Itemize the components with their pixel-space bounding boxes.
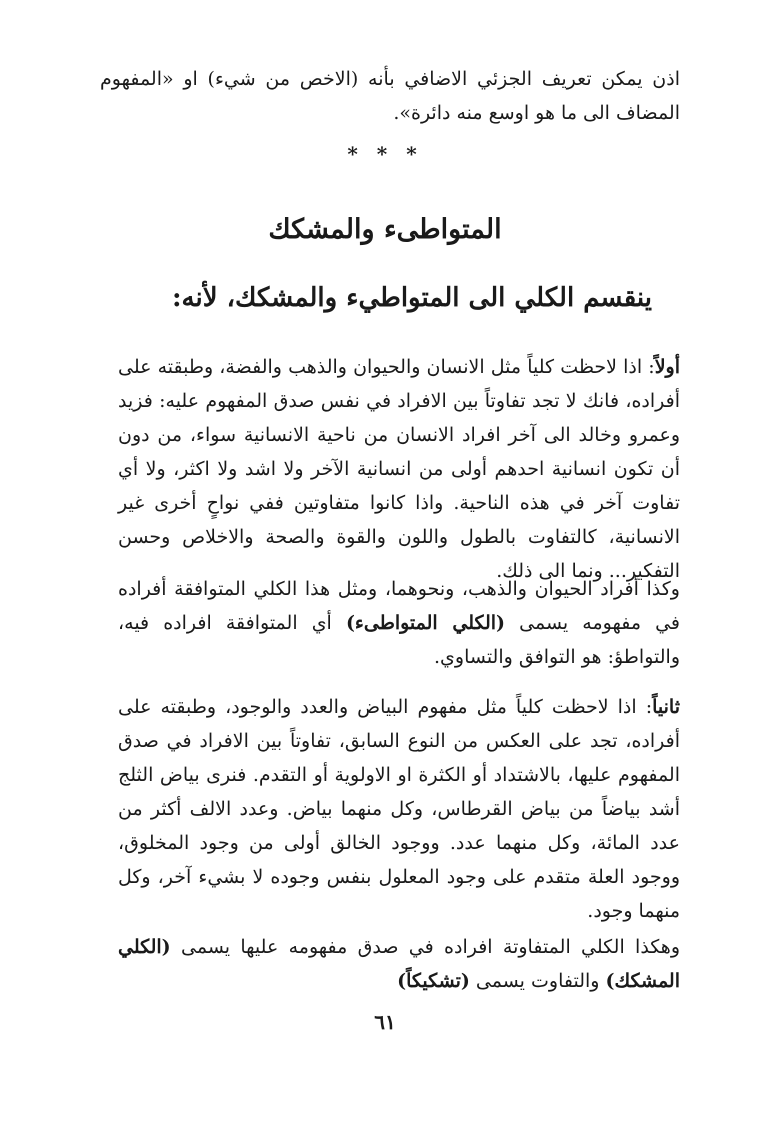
paragraph-text-middle: والتفاوت يسمى xyxy=(469,970,606,992)
paragraph-lead-word: ثانياً xyxy=(652,696,680,718)
intro-paragraph: اذن يمكن تعريف الجزئي الاضافي بأنه (الاخص من شيء) او «المفهوم المضاف الى ما هو اوسع منه دائرة». xyxy=(100,68,680,124)
section-separator: * * * xyxy=(347,142,423,166)
paragraph-second-type xyxy=(118,690,680,928)
paragraph-text-before: وكذا أفراد الحيوان والذهب، ونحوهما، ومثل هذا الكلي المتوافقة أفراده في مفهومه يسمى xyxy=(118,578,681,634)
paragraph-lead-word: أولاً xyxy=(654,356,680,378)
paragraph-body: : اذا لاحظت كلياً مثل مفهوم البياض والعدد والوجود، وطبقته على أفراده، تجد على العكس من النوع السابق، تفاوتاً بين الافراد في صدق المفهوم عليها، بالاشتداد أو الكثرة او الاولوية أو التقدم. فنرى بياض الثلج أشد بياضاً من بياض القرطاس، وكل منهما بياض. وعدد الالف أكثر من عدد المائة، وكل منهما عدد. ووجود الخالق أولى من وجود المخلوق، ووجود العلة متقدم على وجود المعلول بنفس وجوده لا بشيء آخر، وكل منهما وجود. xyxy=(118,696,680,922)
paragraph-mushakkik-definition xyxy=(118,930,680,998)
term-tashkik: (تشكيكاً) xyxy=(397,970,470,992)
section-subtitle: ينقسم الكلي الى المتواطيء والمشكك، لأنه: xyxy=(171,283,652,313)
term-mutawati: (الكلي المتواطىء) xyxy=(345,612,506,634)
term-mushakkik: (الكلي المشكك) xyxy=(118,936,680,992)
paragraph-first-type xyxy=(118,350,680,588)
paragraph-body: : اذا لاحظت كلياً مثل الانسان والحيوان والذهب والفضة، وطبقته على أفراده، فانك لا تجد تفاوتاً بين الافراد في نفس صدق المفهوم عليه: فزيد وعمرو وخالد الى آخر افراد الانسان من ناحية الانسانية سواء، من دون أن تكون انسانية احدهم أولى من انسانية الآخر ولا اشد ولا اكثر، ولا أي تفاوت آخر في هذه الناحية. واذا كانوا متفاوتين ففي نواحٍ أخرى غير الانسانية، كالتفاوت بالطول واللون والقوة والصحة والاخلاص وحسن التفكير... ونما الى ذلك. xyxy=(118,356,680,582)
paragraph-text-before: وهكذا الكلي المتفاوتة افراده في صدق مفهومه عليها يسمى xyxy=(170,936,680,958)
paragraph-mutawati-definition xyxy=(118,572,680,674)
section-title: المتواطىء والمشكك xyxy=(268,214,502,245)
paragraph-text-after: أي المتوافقة افراده فيه، والتواطؤ: هو التوافق والتساوي. xyxy=(118,612,680,668)
page-number: ٦١ xyxy=(374,1010,396,1034)
